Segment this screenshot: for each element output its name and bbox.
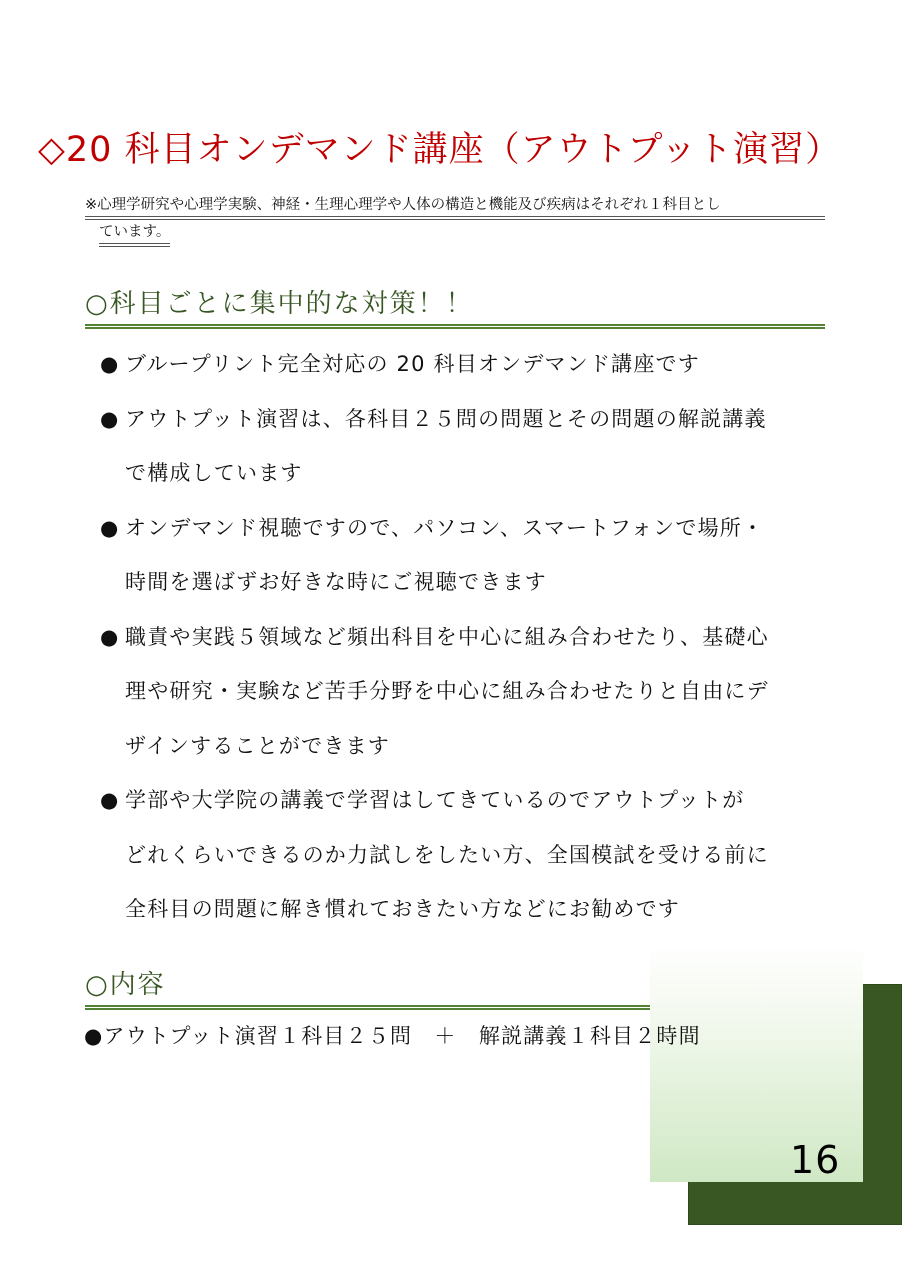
- list-item-line: 職責や実践５領域など頻出科目を中心に組み合わせたり、基礎心: [125, 624, 769, 649]
- list-item: [100, 501, 830, 610]
- list-item-line: 学部や大学院の講義で学習はしてきているのでアウトプットが: [125, 788, 745, 812]
- list-item-line: で構成しています: [125, 461, 303, 485]
- list-item-line: ザインすることができます: [125, 733, 390, 758]
- list-item-line: オンデマンド視聴ですので、パソコン、スマートフォンで場所・: [125, 515, 765, 540]
- list-item-line: 全科目の問題に解き慣れておきたい方などにお勧めです: [125, 897, 680, 921]
- page-title: ◇20 科目オンデマンド講座（アウトプット演習）: [38, 130, 842, 170]
- page-number: 16: [790, 1138, 841, 1182]
- contents-summary: ●アウトプット演習１科目２５問 ＋ 解説講義１科目２時間: [84, 1024, 701, 1048]
- feature-list: [100, 337, 830, 937]
- bullet-icon: ●: [100, 515, 120, 540]
- list-item-line: ブループリント完全対応の 20 科目オンデマンド講座です: [125, 352, 700, 376]
- list-item-line: どれくらいできるのか力試しをしたい方、全国模試を受ける前に: [125, 842, 769, 867]
- footnote-line-1: ※心理学研究や心理学実験、神経・生理心理学や人体の構造と機能及び疾病はそれぞれ１科目とし: [85, 195, 825, 220]
- bullet-icon: ●: [100, 624, 120, 649]
- list-item-line: アウトプット演習は、各科目２５問の問題とその問題の解説講義: [125, 406, 767, 431]
- footnote: [85, 195, 825, 247]
- footnote-line-2: ています。: [99, 222, 170, 247]
- section-heading-contents: ○内容: [85, 964, 825, 1010]
- bullet-icon: ●: [100, 406, 120, 431]
- list-item: [100, 337, 830, 392]
- section-heading-focus: ○科目ごとに集中的な対策！！: [85, 283, 825, 329]
- list-item-line: 理や研究・実験など苦手分野を中心に組み合わせたりと自由にデ: [125, 679, 769, 703]
- list-item: [100, 392, 830, 501]
- bullet-icon: ●: [100, 788, 120, 812]
- list-item-line: 時間を選ばずお好きな時にご視聴できます: [125, 570, 547, 594]
- bullet-icon: ●: [100, 352, 120, 376]
- list-item: [100, 610, 830, 774]
- list-item: [100, 773, 830, 937]
